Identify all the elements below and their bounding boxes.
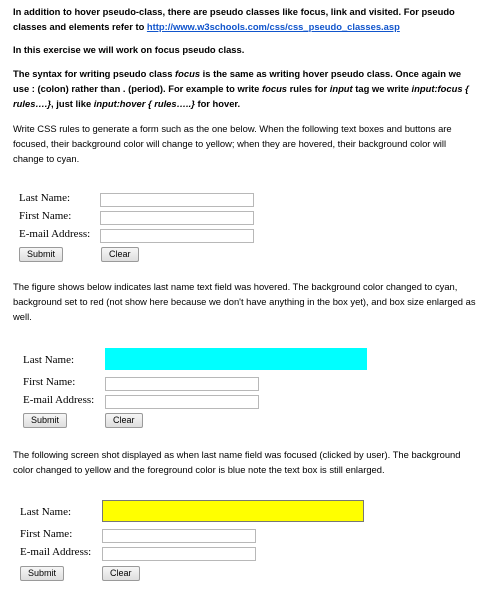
submit-button[interactable]: Submit bbox=[19, 247, 63, 262]
email-label: E-mail Address: bbox=[19, 228, 91, 240]
last-name-input[interactable] bbox=[100, 193, 254, 207]
syntax-input: input bbox=[329, 83, 353, 95]
last-name-label: Last Name: bbox=[19, 192, 71, 204]
submit-button[interactable]: Submit bbox=[23, 413, 67, 428]
form-example-focus bbox=[20, 499, 370, 584]
first-name-label: First Name: bbox=[20, 528, 73, 540]
clear-button[interactable]: Clear bbox=[102, 566, 140, 581]
syntax-text-1: The syntax for writing pseudo class bbox=[13, 68, 176, 79]
hover-description: The figure shows below indicates last name text field was hovered. The background color changed to cyan, background set to red (not show here because we don't have anything in the box yet), and box size enlarged as well. bbox=[13, 281, 476, 323]
syntax-focus-2: focus bbox=[262, 83, 288, 95]
email-label: E-mail Address: bbox=[20, 546, 92, 558]
syntax-text-4: tag we write bbox=[352, 83, 412, 95]
syntax-text-2: is the same as writing hover pseudo class. Once again we use : (colon) rather than . (period). For example to write bbox=[13, 68, 462, 95]
exercise-line: In this exercise we will work on focus pseudo class. bbox=[13, 44, 245, 55]
syntax-text-6: for hover. bbox=[194, 98, 241, 110]
task-paragraph: Write CSS rules to generate a form such as the one below. When the following text boxes and buttons are focused, their background color will change to yellow; when they are hovered, their background color will change to cyan. bbox=[13, 123, 452, 165]
first-name-input[interactable] bbox=[100, 211, 254, 225]
email-input[interactable] bbox=[100, 229, 254, 243]
syntax-focus-1: focus bbox=[175, 68, 201, 79]
last-name-input-focused[interactable] bbox=[102, 500, 364, 522]
syntax-code-1: input:focus { rules….} bbox=[13, 83, 469, 110]
w3schools-link[interactable]: http://www.w3schools.com/css/css_pseudo_classes.asp bbox=[146, 21, 400, 33]
form-example-normal bbox=[19, 190, 279, 265]
first-name-input[interactable] bbox=[102, 529, 256, 543]
first-name-input[interactable] bbox=[105, 377, 259, 391]
syntax-code-2: input:hover { rules…..} bbox=[93, 98, 195, 110]
first-name-label: First Name: bbox=[19, 210, 72, 222]
last-name-label: Last Name: bbox=[20, 506, 72, 518]
first-name-label: First Name: bbox=[23, 376, 76, 388]
email-label: E-mail Address: bbox=[23, 394, 95, 406]
last-name-label: Last Name: bbox=[23, 354, 75, 366]
clear-button[interactable]: Clear bbox=[105, 413, 143, 428]
intro-paragraph bbox=[13, 4, 479, 34]
syntax-paragraph bbox=[13, 66, 479, 112]
focus-description: The following screen shot displayed as when last name field was focused (clicked by user). The background color changed to yellow and the foreground color is blue note the text box is still enlarged. bbox=[13, 449, 461, 476]
syntax-text-3: rules for bbox=[287, 83, 330, 95]
syntax-text-5: , just like bbox=[51, 98, 94, 110]
intro-text: In addition to hover pseudo-class, there are pseudo classes like focus, link and visited. For pseudo classes and elements refer to bbox=[13, 6, 455, 33]
clear-button[interactable]: Clear bbox=[101, 247, 139, 262]
email-input[interactable] bbox=[105, 395, 259, 409]
form-example-hover bbox=[23, 347, 373, 429]
submit-button[interactable]: Submit bbox=[20, 566, 64, 581]
last-name-input-hovered[interactable] bbox=[105, 348, 367, 370]
email-input[interactable] bbox=[102, 547, 256, 561]
